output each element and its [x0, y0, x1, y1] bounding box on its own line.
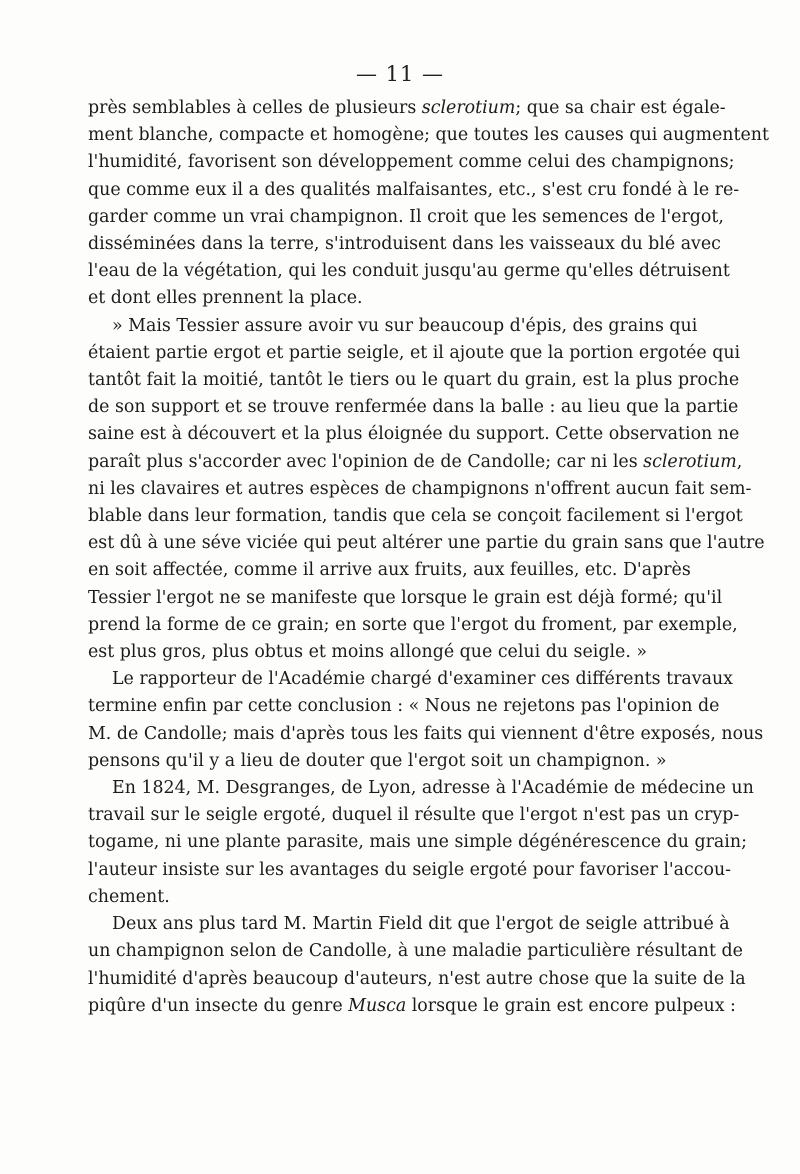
- paragraph: [88, 95, 769, 313]
- text-line: ni les clavaires et autres espèces de champignons n'offrent aucun fait sem-: [88, 478, 752, 499]
- text-line: l'auteur insiste sur les avantages du seigle ergoté pour favoriser l'accou-: [88, 859, 732, 880]
- text-line: est plus gros, plus obtus et moins allongé que celui du seigle. »: [88, 642, 648, 663]
- text-line: en soit affectée, comme il arrive aux fruits, aux feuilles, etc. D'après: [88, 560, 691, 581]
- text-line: Deux ans plus tard M. Martin Field dit que l'ergot de seigle attribué à: [112, 914, 730, 935]
- text-line: et dont elles prennent la place.: [88, 288, 363, 309]
- text-line: garder comme un vrai champignon. Il croit que les semences de l'ergot,: [88, 206, 724, 227]
- text-line: l'humidité, favorisent son développement comme celui des champignons;: [88, 152, 735, 173]
- text-line: chement.: [88, 886, 170, 907]
- text-line: est dû à une séve viciée qui peut altérer une partie du grain sans que l'autre: [88, 533, 765, 554]
- body-text: [88, 95, 769, 1020]
- text-line: En 1824, M. Desgranges, de Lyon, adresse à l'Académie de médecine un: [112, 778, 754, 799]
- page-number: — 11 —: [355, 62, 445, 86]
- text-line: de son support et se trouve renfermée dans la balle : au lieu que la partie: [88, 397, 739, 418]
- text-line: M. de Candolle; mais d'après tous les faits qui viennent d'être exposés, nous: [88, 723, 764, 744]
- text-line: étaient partie ergot et partie seigle, et il ajoute que la portion ergotée qui: [88, 342, 741, 363]
- text-line: près semblables à celles de plusieurs sclerotium; que sa chair est égale-: [88, 98, 726, 118]
- text-line: Tessier l'ergot ne se manifeste que lorsque le grain est déjà formé; qu'il: [88, 587, 723, 608]
- text-line: togame, ni une plante parasite, mais une simple dégénérescence du grain;: [88, 832, 747, 853]
- text-line: piqûre d'un insecte du genre Musca lorsque le grain est encore pulpeux :: [88, 995, 736, 1016]
- text-line: ment blanche, compacte et homogène; que toutes les causes qui augmentent: [88, 125, 769, 146]
- text-line: l'humidité d'après beaucoup d'auteurs, n'est autre chose que la suite de la: [88, 968, 746, 989]
- text-line: blable dans leur formation, tandis que cela se conçoit facilement si l'ergot: [88, 506, 743, 527]
- text-line: » Mais Tessier assure avoir vu sur beaucoup d'épis, des grains qui: [112, 315, 698, 336]
- text-line: que comme eux il a des qualités malfaisantes, etc., s'est cru fondé à le re-: [88, 179, 740, 200]
- text-line: termine enfin par cette conclusion : « Nous ne rejetons pas l'opinion de: [88, 696, 720, 717]
- text-line: paraît plus s'accorder avec l'opinion de de Candolle; car ni les sclerotium,: [88, 451, 743, 472]
- text-line: disséminées dans la terre, s'introduisent dans les vaisseaux du blé avec: [88, 234, 721, 255]
- text-line: Le rapporteur de l'Académie chargé d'examiner ces différents travaux: [112, 669, 733, 690]
- italic-term: sclerotium: [643, 451, 737, 472]
- text-line: un champignon selon de Candolle, à une maladie particulière résultant de: [88, 941, 743, 962]
- paragraph: [88, 775, 754, 911]
- text-line: saine est à découvert et la plus éloignée du support. Cette observation ne: [88, 424, 740, 445]
- text-line: l'eau de la végétation, qui les conduit jusqu'au germe qu'elles détruisent: [88, 261, 730, 282]
- italic-term: sclerotium: [421, 98, 516, 118]
- text-line: prend la forme de ce grain; en sorte que l'ergot du froment, par exemple,: [88, 614, 738, 635]
- paragraph: [88, 313, 765, 667]
- text-line: pensons qu'il y a lieu de douter que l'ergot soit un champignon. »: [88, 750, 667, 771]
- italic-term: Musca: [348, 995, 407, 1016]
- text-line: travail sur le seigle ergoté, duquel il résulte que l'ergot n'est pas un cryp-: [88, 805, 740, 826]
- paragraph: [88, 666, 764, 775]
- text-line: tantôt fait la moitié, tantôt le tiers ou le quart du grain, est la plus proche: [88, 370, 740, 391]
- paragraph: [88, 911, 746, 1020]
